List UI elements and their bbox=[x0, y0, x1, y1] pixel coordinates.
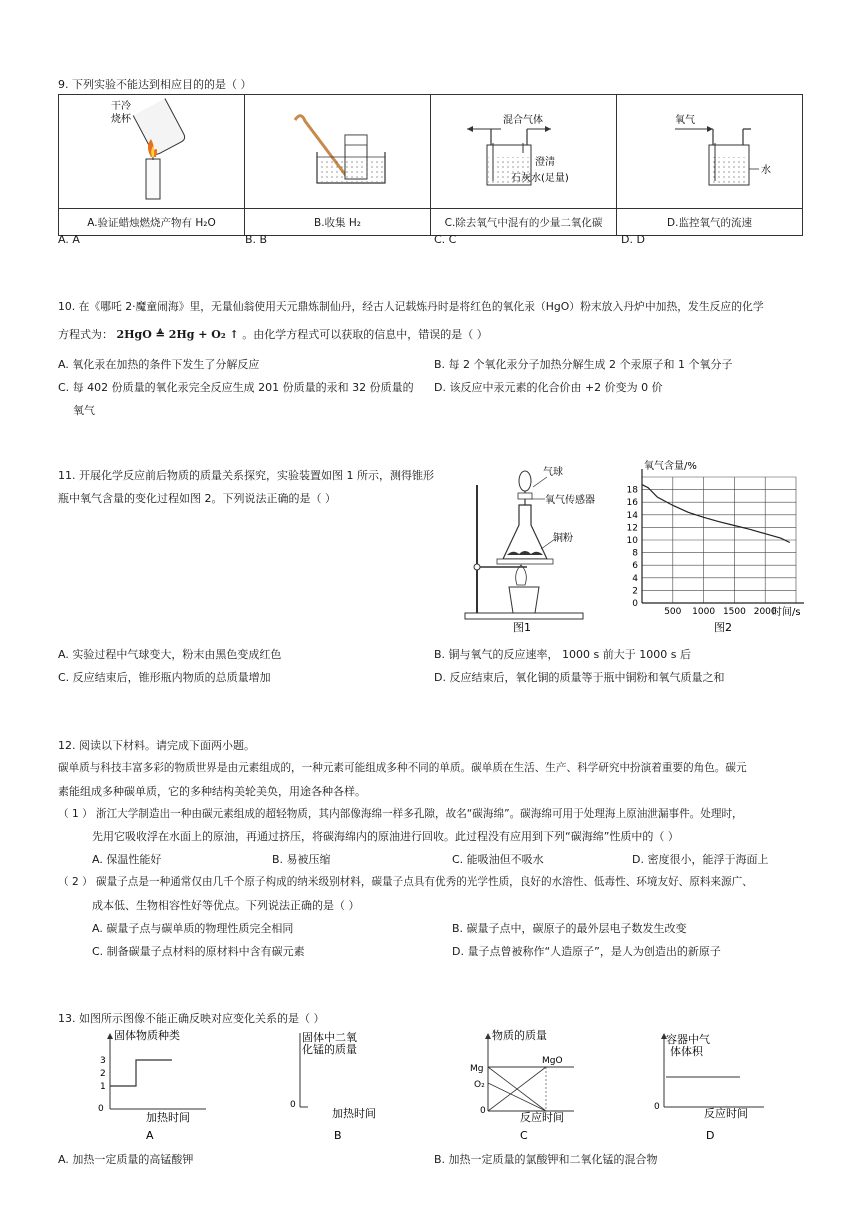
graph-a-tick-3: 3 bbox=[100, 1056, 106, 1066]
q10-stem-line2 bbox=[58, 326, 488, 342]
candle-beaker-figure bbox=[59, 95, 244, 205]
graph-c-zero: 0 bbox=[480, 1106, 486, 1116]
graph-c-xlabel: 反应时间 bbox=[520, 1111, 564, 1124]
graph-c-letter: C bbox=[520, 1129, 528, 1142]
chart-y-tick: 16 bbox=[626, 498, 638, 509]
q12-sub2-line1: （ 2 ） 碳量子点是一种通常仅由几千个原子构成的纳米级别材料，碳量子点具有优秀的光学性质，良好的水溶性、低毒性、环境友好、原料来源广、 bbox=[58, 876, 753, 888]
graph-b-xlabel: 加热时间 bbox=[332, 1107, 376, 1120]
graph-d-zero: 0 bbox=[654, 1102, 660, 1112]
graph-a-line bbox=[110, 1060, 172, 1086]
q9-caption-a: A.验证蜡烛燃烧产物有 H₂O bbox=[59, 209, 245, 236]
q9-option-d[interactable]: D. D bbox=[621, 233, 645, 246]
graph-d-letter: D bbox=[706, 1129, 715, 1142]
balloon-icon bbox=[519, 471, 531, 491]
q12-para-line2: 素能组成多种碳单质，它的多种结构美轮美奂，用途各种各样。 bbox=[58, 785, 366, 798]
q12-sub1-line2: 先用它吸收浮在水面上的原油，再通过挤压，将碳海绵内的原油进行回收。此过程没有应用到下列“碳海绵”性质中的（ ） bbox=[92, 830, 679, 843]
q9-cell-a bbox=[59, 95, 245, 209]
q9-option-c[interactable]: C. C bbox=[434, 233, 457, 246]
chart-xlabel: 时间/s bbox=[772, 607, 801, 618]
graph-a-tick-1: 1 bbox=[100, 1082, 106, 1092]
q10-stem-post: 。由化学方程式可以获取的信息中，错误的是（ ） bbox=[242, 328, 488, 341]
chart-y-tick: 18 bbox=[626, 485, 638, 496]
candle-icon bbox=[146, 159, 160, 199]
chart-y-tick: 6 bbox=[632, 561, 638, 572]
q9-option-b[interactable]: B. B bbox=[245, 233, 268, 246]
q12-sub2-line2: 成本低、生物相容性好等优点。下列说法正确的是（ ） bbox=[92, 899, 360, 912]
graph-b-ylabel-2: 化锰的质量 bbox=[302, 1043, 357, 1056]
q9-figure-table bbox=[58, 94, 803, 236]
q12-sub1-option-d[interactable]: D. 密度很小，能浮于海面上 bbox=[632, 853, 769, 866]
q13-option-b[interactable]: B. 加热一定质量的氯酸钾和二氧化锰的混合物 bbox=[434, 1153, 658, 1166]
q9-caption-c: C.除去氧气中混有的少量二氧化碳 bbox=[431, 209, 617, 236]
chart-y-tick: 10 bbox=[626, 536, 638, 546]
fig2-caption: 图2 bbox=[714, 621, 732, 634]
graph-b-ylabel-1: 固体中二氧 bbox=[302, 1031, 357, 1044]
co2-removal-figure bbox=[431, 95, 616, 205]
chart-y-tick: 14 bbox=[626, 510, 638, 521]
graph-c-label-mg: Mg bbox=[470, 1064, 484, 1074]
fig1-apparatus bbox=[455, 455, 605, 635]
q10-equation: 2HgO ≜ 2Hg + O₂ ↑ bbox=[116, 328, 239, 341]
q13-graph-c bbox=[464, 1025, 624, 1150]
chart-y-tick: 8 bbox=[632, 548, 638, 559]
chart-x-tick: 1500 bbox=[722, 607, 746, 617]
q9-caption-b: B.收集 H₂ bbox=[245, 209, 431, 236]
q13-graph-b bbox=[288, 1025, 438, 1150]
q11-option-b[interactable] bbox=[434, 646, 691, 662]
label-balloon: 气球 bbox=[543, 467, 563, 478]
oxygen-flow-figure bbox=[617, 95, 802, 205]
q10-option-b[interactable]: B. 每 2 个氧化汞分子加热分解生成 2 个汞原子和 1 个氧分子 bbox=[434, 358, 733, 371]
q9-option-a[interactable]: A. A bbox=[58, 233, 80, 246]
label-sensor: 氧气传感器 bbox=[545, 495, 595, 506]
q10-option-c-cont: 氧气 bbox=[73, 404, 95, 417]
graph-a-xlabel: 加热时间 bbox=[146, 1111, 190, 1124]
graph-a-letter: A bbox=[146, 1129, 154, 1142]
q13-option-a[interactable]: A. 加热一定质量的高锰酸钾 bbox=[58, 1153, 194, 1166]
label-cold-beaker: 干冷 bbox=[111, 101, 131, 112]
q13-graph-d bbox=[652, 1025, 812, 1150]
label-limewater: 澄清 bbox=[535, 157, 555, 168]
q10-option-d[interactable]: D. 该反应中汞元素的化合价由 +2 价变为 0 价 bbox=[434, 381, 663, 394]
q12-sub1-option-c[interactable]: C. 能吸油但不吸水 bbox=[452, 853, 544, 866]
q9-cell-c bbox=[431, 95, 617, 209]
graph-c-label-mgo: MgO bbox=[542, 1056, 563, 1066]
q12-sub2-option-c[interactable]: C. 制备碳量子点材料的原材料中含有碳元素 bbox=[92, 945, 305, 958]
graph-d-xlabel: 反应时间 bbox=[704, 1107, 748, 1120]
q9-cell-d bbox=[617, 95, 803, 209]
q9-stem: 9. 下列实验不能达到相应目的的是（ ） bbox=[58, 78, 252, 91]
q12-sub2-option-a[interactable]: A. 碳量子点与碳单质的物理性质完全相同 bbox=[92, 922, 294, 935]
q13-graph-a bbox=[96, 1025, 256, 1150]
chart-ylabel: 氧气含量/% bbox=[644, 461, 697, 472]
q11-option-a[interactable]: A. 实验过程中气球变大，粉末由黑色变成红色 bbox=[58, 648, 282, 661]
label-mixed-gas: 混合气体 bbox=[503, 115, 543, 126]
q10-stem-pre: 方程式为： bbox=[58, 328, 113, 341]
q12-para-line1: 碳单质与科技丰富多彩的物质世界是由元素组成的，一种元素可能组成多种不同的单质。碳单质在生活、生产、科学研究中扮演着重要的角色。碳元 bbox=[58, 762, 747, 774]
fig2-oxygen-chart bbox=[622, 455, 827, 635]
q10-stem-line1: 10. 在《哪吒 2·魔童闹海》里，无量仙翁使用天元鼎炼制仙丹，经古人记载炼丹时是将红色的氧化汞（HgO）粉末放入丹炉中加热，发生反应的化学 bbox=[58, 300, 764, 313]
q11-option-c[interactable]: C. 反应结束后，锥形瓶内物质的总质量增加 bbox=[58, 671, 271, 684]
chart-x-tick: 1000 bbox=[692, 607, 716, 617]
h2-collection-figure bbox=[245, 95, 430, 205]
q11-option-d[interactable]: D. 反应结束后，氧化铜的质量等于瓶中铜粉和氧气质量之和 bbox=[434, 671, 725, 684]
graph-a-ylabel: 固体物质种类 bbox=[114, 1029, 180, 1042]
fig1-caption: 图1 bbox=[513, 621, 531, 634]
q13-stem: 13. 如图所示图像不能正确反映对应变化关系的是（ ） bbox=[58, 1012, 325, 1025]
label-limewater-2: 石灰水(足量) bbox=[511, 173, 569, 184]
graph-a-tick-0: 0 bbox=[98, 1104, 104, 1114]
q12-stem: 12. 阅读以下材料。请完成下面两小题。 bbox=[58, 739, 255, 752]
graph-b-zero: 0 bbox=[290, 1100, 296, 1110]
q12-sub2-option-d[interactable]: D. 量子点曾被称作“人造原子”，是人为创造出的新原子 bbox=[452, 945, 721, 958]
chart-y-tick: 2 bbox=[632, 586, 638, 597]
label-water: 水 bbox=[761, 165, 771, 176]
graph-d-ylabel-2: 体体积 bbox=[670, 1045, 703, 1058]
q12-sub1-option-b[interactable]: B. 易被压缩 bbox=[272, 853, 331, 866]
chart-series-line bbox=[642, 485, 790, 543]
label-copper: 铜粉 bbox=[553, 533, 573, 544]
chart-y-tick: 0 bbox=[632, 599, 638, 609]
q12-sub2-option-b[interactable]: B. 碳量子点中，碳原子的最外层电子数发生改变 bbox=[452, 922, 687, 935]
q12-sub1-option-a[interactable]: A. 保温性能好 bbox=[92, 853, 162, 866]
graph-c-ylabel: 物质的质量 bbox=[492, 1029, 547, 1042]
graph-c-label-o2: O₂ bbox=[474, 1080, 485, 1090]
chart-x-tick: 2000 bbox=[753, 607, 777, 617]
graph-b-letter: B bbox=[334, 1129, 342, 1142]
label-cold-beaker-2: 烧杯 bbox=[111, 114, 131, 125]
graph-d-ylabel-1: 容器中气 bbox=[666, 1033, 710, 1046]
chart-x-tick: 500 bbox=[664, 607, 682, 617]
q9-cell-b bbox=[245, 95, 431, 209]
q10-option-a[interactable]: A. 氧化汞在加热的条件下发生了分解反应 bbox=[58, 358, 260, 371]
alcohol-lamp-icon bbox=[509, 587, 539, 613]
q10-option-c[interactable]: C. 每 402 份质量的氧化汞完全反应生成 201 份质量的汞和 32 份质量的 bbox=[58, 381, 414, 394]
graph-a-tick-2: 2 bbox=[100, 1069, 106, 1079]
flask-icon bbox=[503, 505, 547, 559]
q11-stem-line1: 11. 开展化学反应前后物质的质量关系探究，实验装置如图 1 所示，测得锥形 bbox=[58, 469, 434, 482]
chart-y-tick: 4 bbox=[632, 573, 638, 584]
q9-caption-d: D.监控氧气的流速 bbox=[617, 209, 803, 236]
label-oxygen: 氧气 bbox=[675, 115, 695, 126]
chart-y-tick: 12 bbox=[626, 523, 638, 534]
q11-option-b-text: B. 铜与氧气的反应速率， 1000 s 前大于 1000 s 后 bbox=[434, 648, 691, 661]
q11-stem-line2: 瓶中氧气含量的变化过程如图 2。下列说法正确的是（ ） bbox=[58, 492, 336, 505]
q12-sub1-line1: （ 1 ） 浙江大学制造出一种由碳元素组成的超轻物质，其内部像海绵一样多孔隙，故名“碳海绵”。碳海绵可用于处理海上原油泄漏事件。处理时， bbox=[58, 808, 743, 820]
